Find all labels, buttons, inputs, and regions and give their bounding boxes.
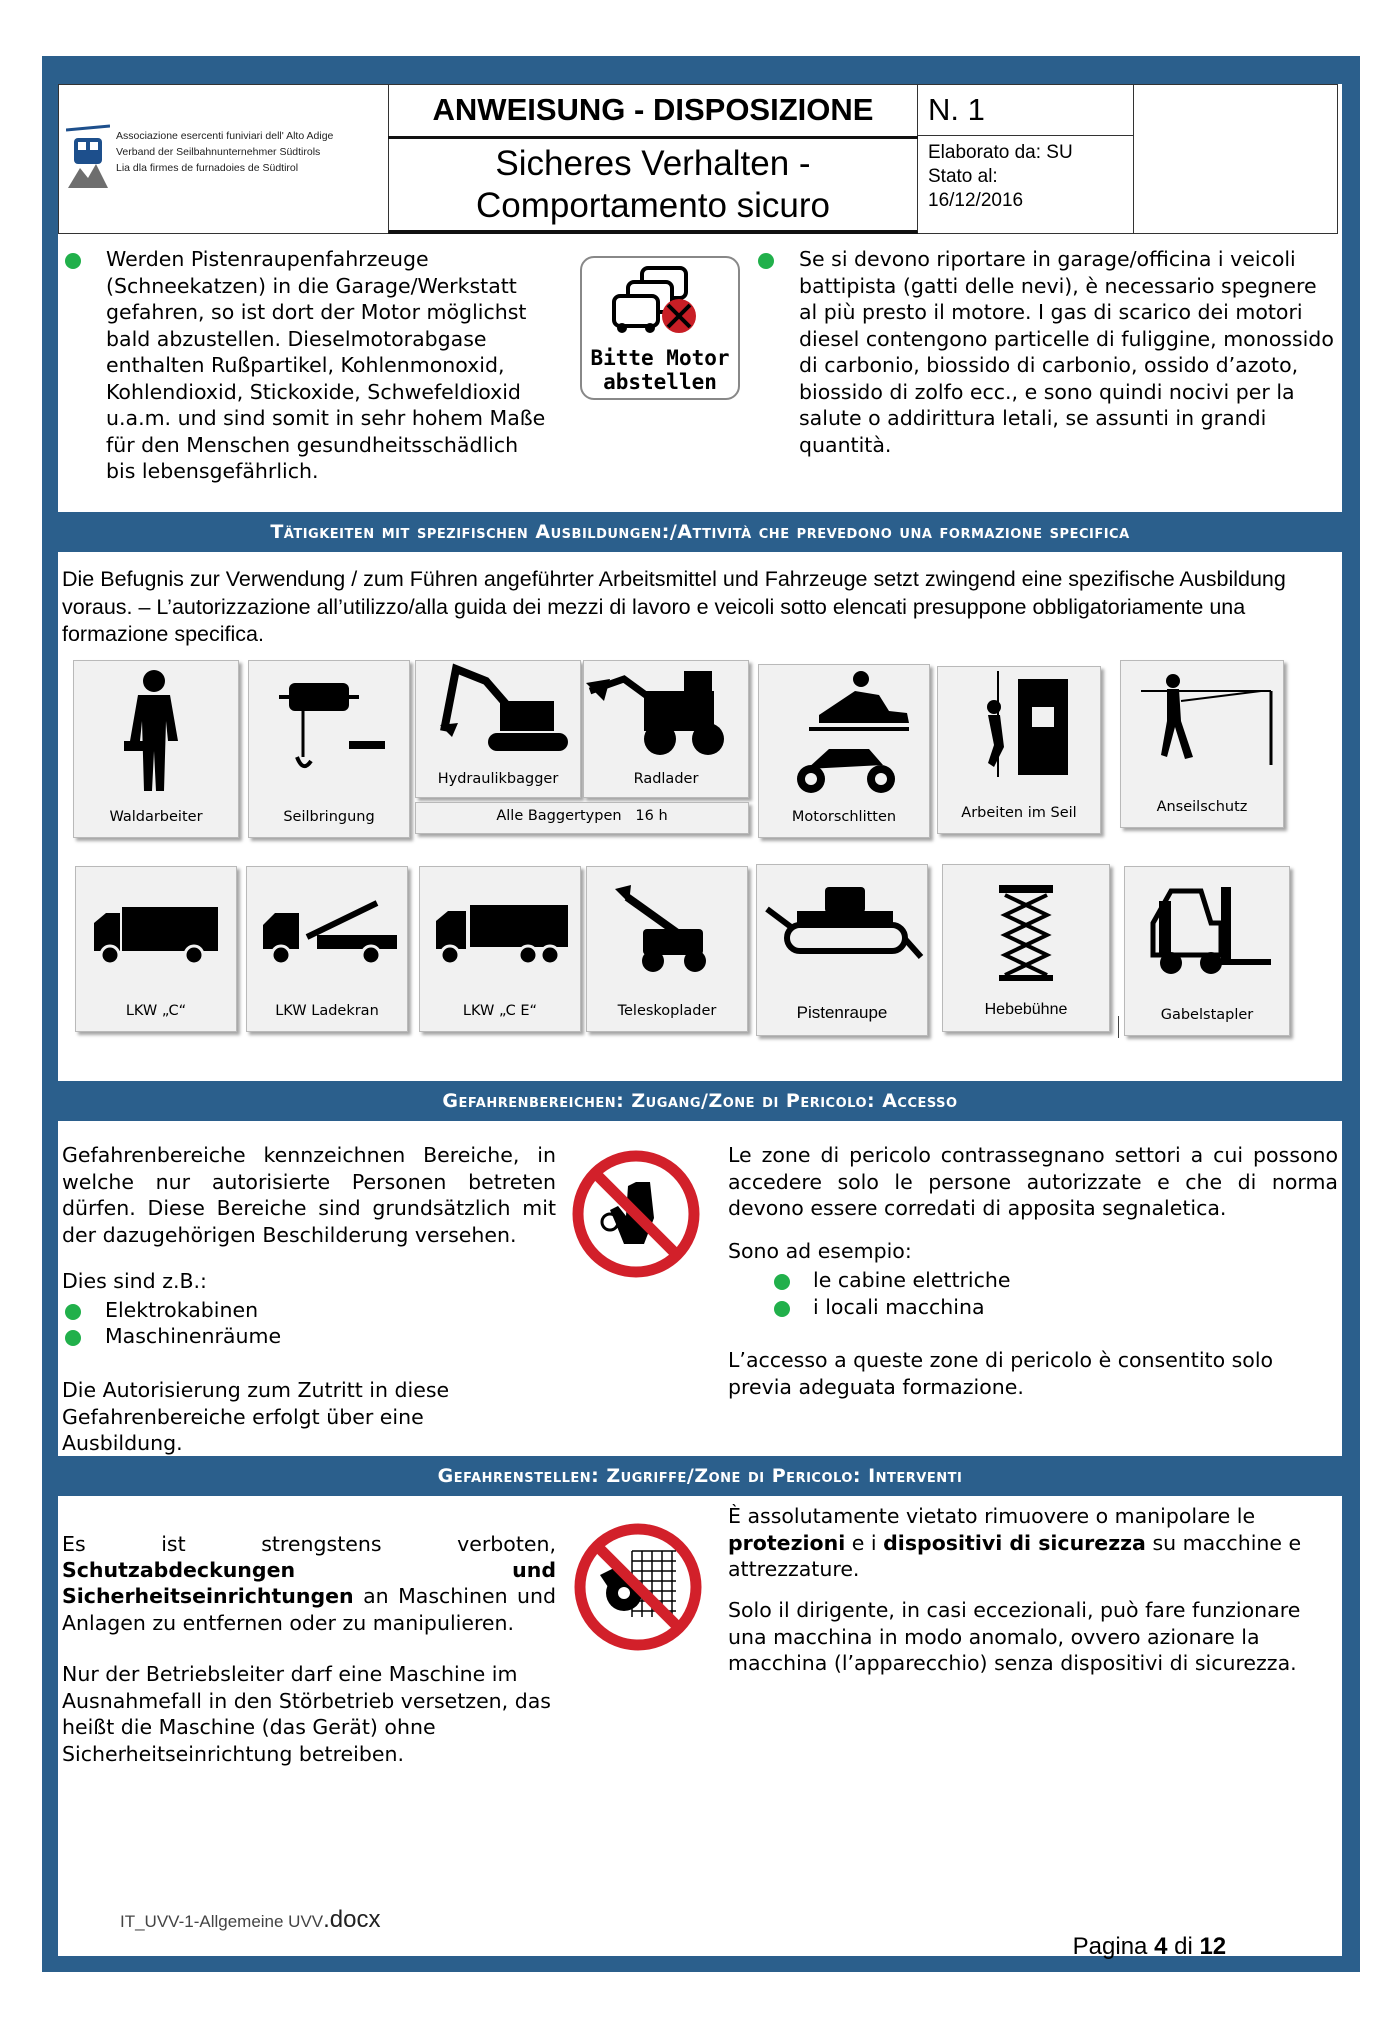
tile-lkw-ladekran (246, 866, 408, 1032)
bullet-icon (758, 253, 774, 269)
truck-trailer-icon (420, 867, 580, 991)
it-p1-a: È assolutamente vietato rimuovere o manipolare le (728, 1504, 1256, 1528)
tile-seilbringung (248, 660, 410, 838)
section-title-formazione (58, 512, 1342, 552)
bullet-icon (65, 1330, 81, 1346)
cableway-logo-icon (66, 124, 110, 188)
logo-line1: Associazione esercenti funiviari dell' Alto Adige (116, 130, 334, 142)
sign-line2: abstellen (603, 370, 717, 394)
de-p1-bold-1: Schutzabdeckungen (62, 1558, 296, 1582)
tile-label: LKW Ladekran (275, 1003, 379, 1019)
tile-label: Teleskoplader (617, 1003, 717, 1019)
section-title-accesso (58, 1081, 1342, 1121)
bullet-icon (774, 1274, 790, 1290)
snow-groomer-icon (757, 865, 927, 995)
interventions-de-p2: Nur der Betriebsleiter darf eine Maschine im Ausnahmefall in den Störbetrieb versetzen, das heißt die Maschine (das Gerät) ohne Sicherheitseinrichtung betreiben. (62, 1662, 551, 1766)
section-title-text: Tätigkeiten mit spezifischen Ausbildungen:/Attività che prevedono una formazione specifica (270, 521, 1130, 543)
tile-radlader (583, 660, 749, 798)
page-label: Pagina (1072, 1933, 1155, 1960)
de-p1-bold-3: Sicherheitseinrichtungen (62, 1584, 354, 1608)
tile-pistenraupe (756, 864, 928, 1036)
doc-subtitle-1: Sicheres Verhalten - (495, 144, 811, 183)
access-de-examples: Dies sind z.B.: (62, 1269, 207, 1293)
footer-page-number (1046, 1905, 1226, 1989)
interventions-de-p1c (62, 1583, 556, 1636)
logo (66, 124, 386, 194)
winch-icon (249, 661, 409, 801)
tile-motorschlitten (758, 664, 930, 838)
tile-label: Anseilschutz (1156, 799, 1248, 815)
sign-line1: Bitte Motor (590, 346, 730, 370)
bagger-caption: Alle Baggertypen 16 h (496, 808, 668, 824)
stato-label: Stato al: (928, 166, 998, 187)
access-de-text: Gefahrenbereiche kennzeichnen Bereiche, in welche nur autorisierte Personen betreten dürfen. Diese Bereiche sind grundsätzlich mit der dazugehörigen Beschilderung versehen. (62, 1143, 556, 1247)
file-ext: .docx (323, 1906, 381, 1933)
intro-it-text: Se si devono riportare in garage/officina i veicoli battipista (gatti delle nevi), è necessario spegnere al più presto il motore. I gas di scarico dei motori diesel contengono particelle di fuliggine, monossido di carbonio, biossido di carbonio, ossido d’azoto, biossido di zolfo ecc., e sono quindi nocivi per la salute o addirittura letali, se assunti in grandi quantità. (799, 247, 1334, 457)
it-p1-bold-2: dispositivi di sicurezza (883, 1530, 1146, 1555)
wheel-loader-icon (584, 661, 748, 767)
tile-hydraulikbagger (415, 660, 581, 798)
access-it-footer: L’accesso a queste zone di pericolo è consentito solo previa adeguata formazione. (728, 1348, 1274, 1399)
access-de-item-1: Elektrokabinen (105, 1298, 259, 1322)
access-de-item-2: Maschinenräume (105, 1324, 282, 1348)
crane-truck-icon (247, 867, 407, 991)
bullet-icon (65, 1304, 81, 1320)
rope-access-icon (938, 667, 1100, 797)
tile-waldarbeiter (73, 660, 239, 838)
bullet-icon (65, 253, 81, 269)
access-de-footer: Die Autorisierung zum Zutritt in diese Gefahrenbereiche erfolgt über eine Ausbildung. (62, 1378, 450, 1455)
title-divider (388, 136, 918, 139)
no-manipulation-sign-icon (572, 1521, 704, 1653)
interventions-it-p2: Solo il dirigente, in casi eccezionali, può fare funzionare una macchina in modo anomalo, ovvero azionare la macchina (l’apparecchio) senza dispositivi di sicurezza. (728, 1598, 1301, 1675)
forest-worker-icon (74, 661, 238, 801)
footer-filename (120, 1906, 381, 1934)
tile-label: Pistenraupe (796, 1003, 888, 1022)
section-title-interventi (58, 1456, 1342, 1496)
excavator-icon (416, 661, 580, 767)
access-panel (58, 1121, 1342, 1456)
telehandler-icon (587, 867, 747, 991)
tile-lkw-c (75, 866, 237, 1032)
logo-line2: Verband der Seilbahnunternehmer Südtirols (116, 146, 321, 158)
it-p1-e: su macchine e attrezzature. (728, 1530, 1302, 1581)
training-text: Die Befugnis zur Verwendung / zum Führen angeführter Arbeitsmittel und Fahrzeuge setzt zwingend eine spezifische Ausbildung voraus. – L’autorizzazione all’utilizzo/alla guida dei mezzi di lavoro e veicoli sotto elencati presuppone obbligatoriamente una formazione specifica. (62, 567, 1286, 646)
fall-protection-icon (1121, 661, 1283, 791)
doc-subtitle-2: Comportamento sicuro (475, 186, 831, 225)
de-p1-bold-2: und (512, 1558, 556, 1582)
doc-title: ANWEISUNG - DISPOSIZIONE (432, 92, 874, 127)
truck-icon (76, 867, 236, 991)
interventions-panel (58, 1496, 1342, 1960)
interventions-de-p1b (62, 1557, 556, 1584)
forklift-icon (1125, 867, 1289, 997)
tile-label: Hydraulikbagger (437, 771, 559, 787)
blank-cell (1133, 84, 1338, 234)
access-it-text: Le zone di pericolo contrassegnano settori a cui possono accedere solo le persone autorizzate e che di norma devono essere corredati di apposita segnaletica. (728, 1143, 1338, 1220)
it-p1-bold-1: protezioni (728, 1530, 846, 1555)
tile-gabelstapler (1124, 866, 1290, 1036)
tile-label: LKW „C“ (125, 1003, 187, 1019)
interventions-de-p1 (62, 1531, 556, 1558)
tile-label: Radlader (633, 771, 699, 787)
no-entry-sign-icon (570, 1148, 702, 1280)
tile-teleskoplader (586, 866, 748, 1032)
stato-date: 16/12/2016 (928, 190, 1024, 211)
page-current: 4 (1154, 1933, 1168, 1960)
interventions-it-p1 (728, 1503, 1338, 1583)
tile-label: Motorschlitten (791, 809, 897, 825)
tile-hebebuehne (942, 864, 1110, 1032)
doc-number: N. 1 (928, 92, 985, 127)
tile-label: Arbeiten im Seil (961, 805, 1077, 821)
de-p1-a: Es ist strengstens verboten, (62, 1532, 556, 1556)
access-it-examples: Sono ad esempio: (728, 1239, 912, 1263)
stop-engine-icon (582, 262, 738, 342)
header-panel (58, 84, 1342, 512)
page-of: di (1167, 1933, 1200, 1960)
bullet-icon (774, 1301, 790, 1317)
file-name: IT_UVV-1-Allgemeine UVV (120, 1912, 324, 1931)
access-it-item-1: le cabine elettriche (813, 1268, 1011, 1292)
logo-line3: Lia dla firmes de furnadoies de Südtirol (116, 162, 299, 174)
tile-lkw-ce (419, 866, 581, 1032)
section-title-text: Gefahrenbereichen: Zugang/Zone di Pericolo: Accesso (442, 1090, 958, 1112)
it-p1-c: e i (851, 1530, 877, 1555)
tile-arbeiten-im-seil (937, 666, 1101, 834)
de-p1-rest: an Maschinen und Anlagen zu entfernen oder zu manipulieren. (62, 1584, 556, 1635)
access-it-item-2: i locali macchina (813, 1295, 985, 1319)
tile-label: Hebebühne (984, 1001, 1068, 1018)
tile-bagger-caption (415, 802, 749, 834)
engine-off-sign (580, 256, 740, 400)
cursor-line (1118, 1016, 1119, 1038)
intro-de-text: Werden Pistenraupenfahrzeuge (Schneekatzen) in die Garage/Werkstatt gefahren, so ist dort der Motor möglichst bald abzustellen. Dieselmotorabgase enthalten Rußpartikel, Kohlenmonoxid, Kohlendioxid, Stickoxide, Schwefeldioxid u.a.m. und sind somit in sehr hohem Maße für den Menschen gesundheitsschädlich bis lebensgefährlich. (106, 247, 546, 483)
tile-label: Waldarbeiter (109, 809, 203, 825)
page-total: 12 (1199, 1933, 1227, 1960)
scissor-lift-icon (943, 865, 1109, 995)
section-title-text: Gefahrenstellen: Zugriffe/Zone di Pericolo: Interventi (437, 1465, 963, 1487)
elaborato: Elaborato da: SU (928, 142, 1073, 163)
tile-label: Gabelstapler (1160, 1007, 1254, 1023)
tile-label: Seilbringung (283, 809, 375, 825)
snowmobile-quad-icon (759, 665, 929, 805)
tile-label: LKW „C E“ (462, 1003, 538, 1019)
tile-anseilschutz (1120, 660, 1284, 828)
